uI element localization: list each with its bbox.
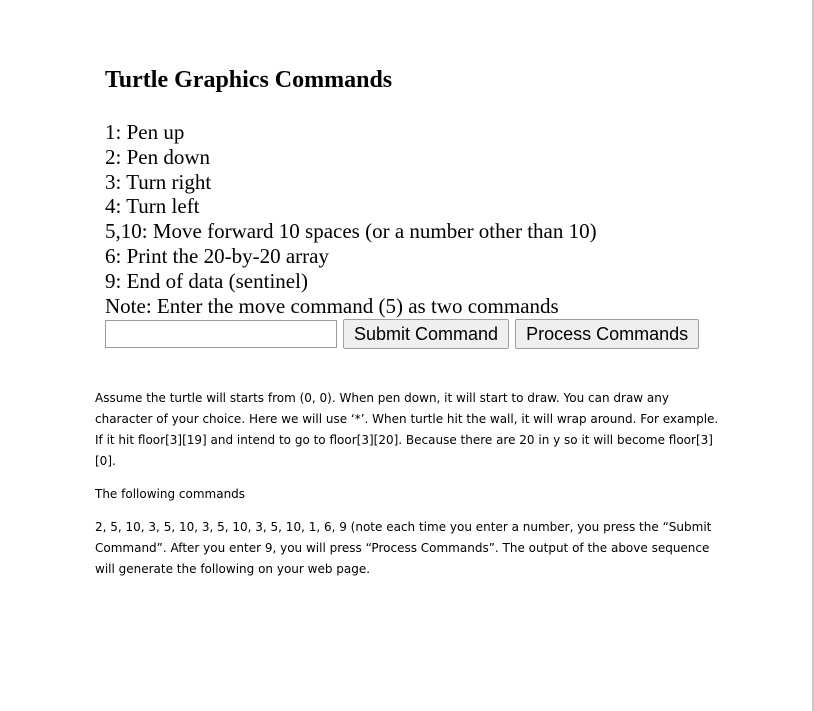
instructions-paragraph-sequence: 2, 5, 10, 3, 5, 10, 3, 5, 10, 3, 5, 10, 1, 6, 9 (note each time you enter a number, you press the “Submit Command”. After you enter 9, you will press “Process Commands”. The output of the above sequence will generate the following on your web page.	[95, 520, 712, 576]
page-title: Turtle Graphics Commands	[105, 67, 393, 93]
command-item-turn-right: 3: Turn right	[105, 169, 212, 194]
command-item-pen-down: 2: Pen down	[105, 144, 210, 169]
instructions-paragraph-intro: The following commands	[95, 487, 246, 501]
submit-command-button[interactable]: Submit Command	[343, 319, 509, 349]
command-item-print-array: 6: Print the 20-by-20 array	[105, 243, 329, 268]
command-note: Note: Enter the move command (5) as two commands	[105, 293, 559, 318]
command-item-turn-left: 4: Turn left	[105, 194, 200, 219]
command-item-end-of-data: 9: End of data (sentinel)	[105, 268, 308, 293]
instructions-paragraph-wrap: Assume the turtle will starts from (0, 0). When pen down, it will start to draw. You can draw any character of your choice. Here we will use ‘*’. When turtle hit the wall, it will wrap around. For example. If it hit floor[3][19] and intend to go to floor[3][20]. Because there are 20 in y so it will become floor[3][0].	[95, 391, 719, 468]
command-item-pen-up: 1: Pen up	[105, 120, 185, 144]
command-item-move-forward: 5,10: Move forward 10 spaces (or a number other than 10)	[105, 219, 597, 244]
instructions	[95, 388, 725, 592]
turtle-app	[105, 64, 705, 349]
command-form	[105, 319, 705, 349]
process-commands-button[interactable]: Process Commands	[515, 319, 699, 349]
command-list	[105, 120, 705, 318]
command-input[interactable]	[105, 320, 337, 348]
